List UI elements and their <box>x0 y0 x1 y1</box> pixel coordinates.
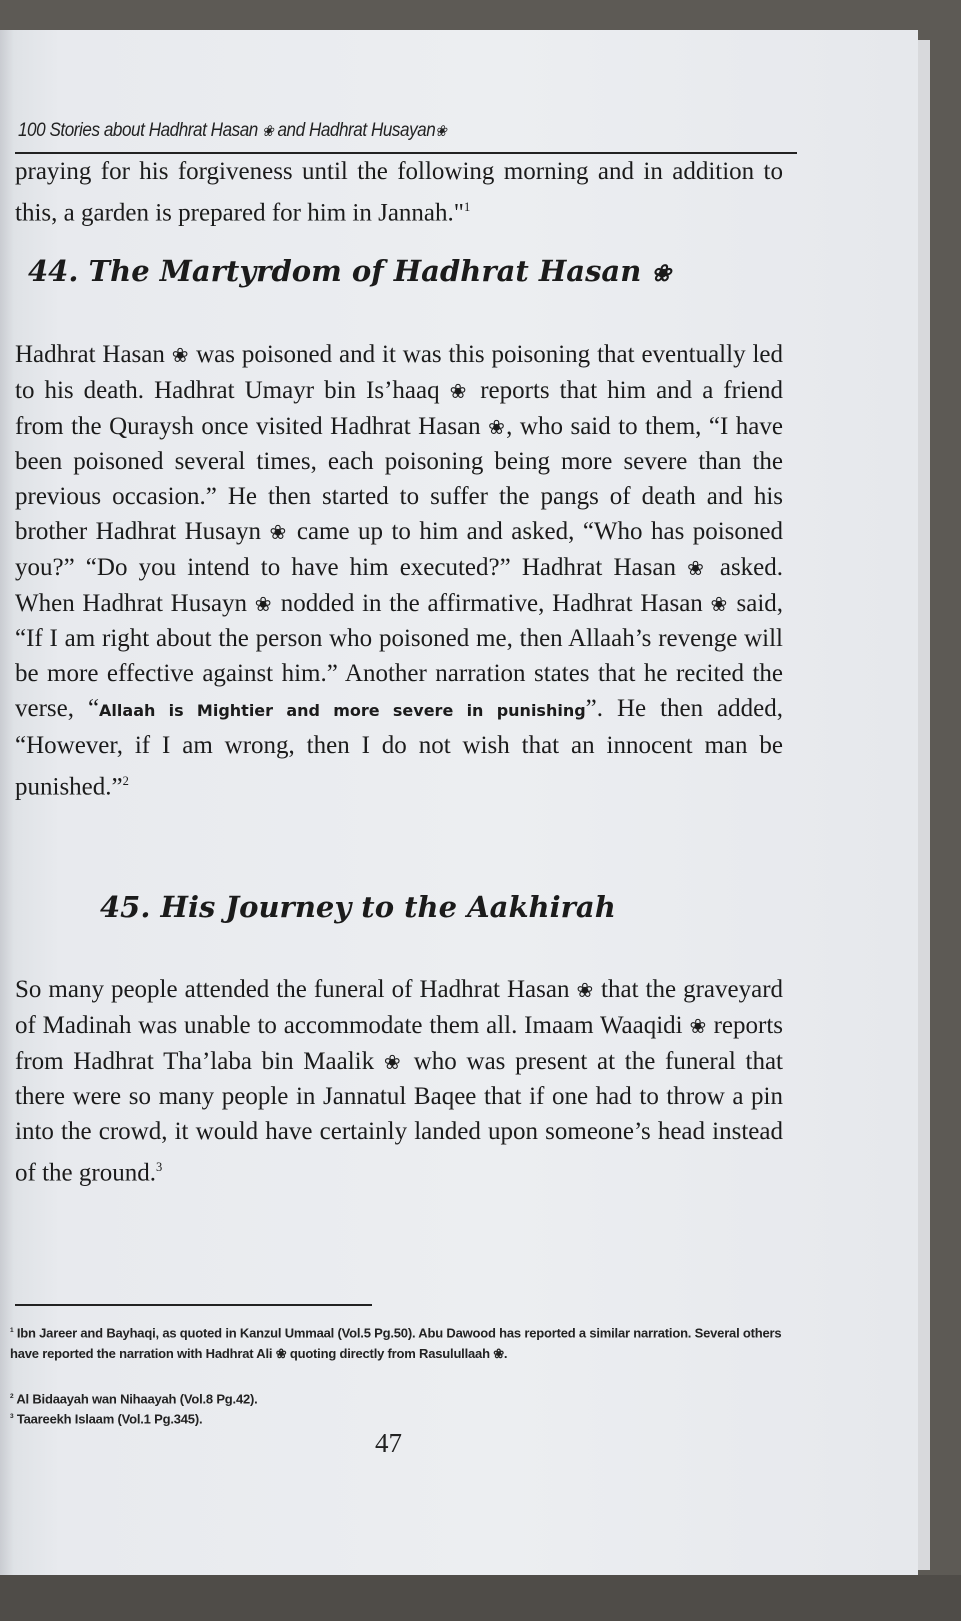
honorific-icon: ❀ <box>171 345 190 367</box>
page-number: 47 <box>375 1428 402 1458</box>
page-edge <box>918 40 930 1570</box>
honorific-icon: ❀ <box>576 980 595 1002</box>
footnote-2: $^2$ Al Bidaayah wan Nihaayah (Vol.8 Pg.42). <box>10 1391 258 1407</box>
background-surface <box>0 1575 961 1621</box>
footnote-rule <box>15 1304 372 1306</box>
footnote-ref: 3 <box>155 1159 163 1174</box>
running-header: 100 Stories about Hadhrat Hasan ❀ and Hadhrat Husayan❀ <box>18 120 447 141</box>
footnote-3: $^3$ Taareekh Islaam (Vol.1 Pg.345). <box>10 1411 203 1427</box>
honorific-icon: ❀ <box>687 557 709 580</box>
continuation-paragraph: praying for his forgiveness until the following morning and in addition to this, a garden is prepared for him in Jannah."$^1$ <box>15 158 783 227</box>
honorific-icon: ❀ <box>262 123 274 140</box>
section-44-paragraph: Hadhrat Hasan ❀ was poisoned and it was this poisoning that eventually led to his death. Hadhrat Umayr bin Is’haaq ❀ reports that him and a friend from the Quraysh once visited Hadhrat Hasan ❀, who said to them, “I have been poisoned several times, each poisoning being more severe than the previous occasion.” He then started to suffer the pangs of death and his brother Hadhrat Husayn ❀ came up to him and asked, “Who has poisoned you?” “Do you intend to have him executed?” Hadhrat Hasan ❀ asked. When Hadhrat Husayn ❀ nodded in the affirmative, Hadhrat Hasan ❀ said, “If I am right about the person who poisoned me, then Allaah’s revenge will be more effective against him.” Another narration states that he recited the verse, “Allaah is Mightier and more severe in punishing”. He then added, “However, if I am wrong, then I do not wish that an innocent man be punished.”$^2$ <box>15 341 784 800</box>
section-title-44: 44. The Martyrdom of Hadhrat Hasan ❀ <box>28 254 671 288</box>
honorific-icon: ❀ <box>710 593 729 616</box>
quoted-verse: Allaah is Mightier and more severe in punishing <box>99 700 586 720</box>
honorific-icon: ❀ <box>269 521 289 544</box>
section-45-paragraph: So many people attended the funeral of Hadhrat Hasan ❀ that the graveyard of Madinah was unable to accommodate them all. Imaam Waaqidi ❀ reports from Hadhrat Tha’laba bin Maalik ❀ who was present at the funeral that there were so many people in Jannatul Baqee that if one had to throw a pin into the crowd, it would have certainly landed upon someone’s head instead of the ground.$^3$ <box>15 976 784 1187</box>
honorific-icon: ❀ <box>689 1015 707 1038</box>
honorific-icon: ❀ <box>651 260 671 287</box>
honorific-icon: ❀ <box>254 593 274 616</box>
footnote-ref: 2 <box>122 773 129 788</box>
section-title-45: 45. His Journey to the Aakhirah <box>100 890 616 924</box>
footnote-1: $^1$ Ibn Jareer and Bayhaqi, as quoted in Kanzul Ummaal (Vol.5 Pg.50). Abu Dawood has reported a similar narration. Several others have reported the narration with Hadhrat Ali ❀ quoting directly from Rasulullaah ❀. <box>10 1325 782 1362</box>
header-rule <box>15 152 797 154</box>
honorific-icon: ❀ <box>449 380 471 403</box>
honorific-icon: ❀ <box>383 1051 405 1074</box>
honorific-icon: ❀ <box>435 123 447 140</box>
honorific-icon: ❀ <box>488 416 507 439</box>
footnote-ref: 1 <box>463 199 471 214</box>
